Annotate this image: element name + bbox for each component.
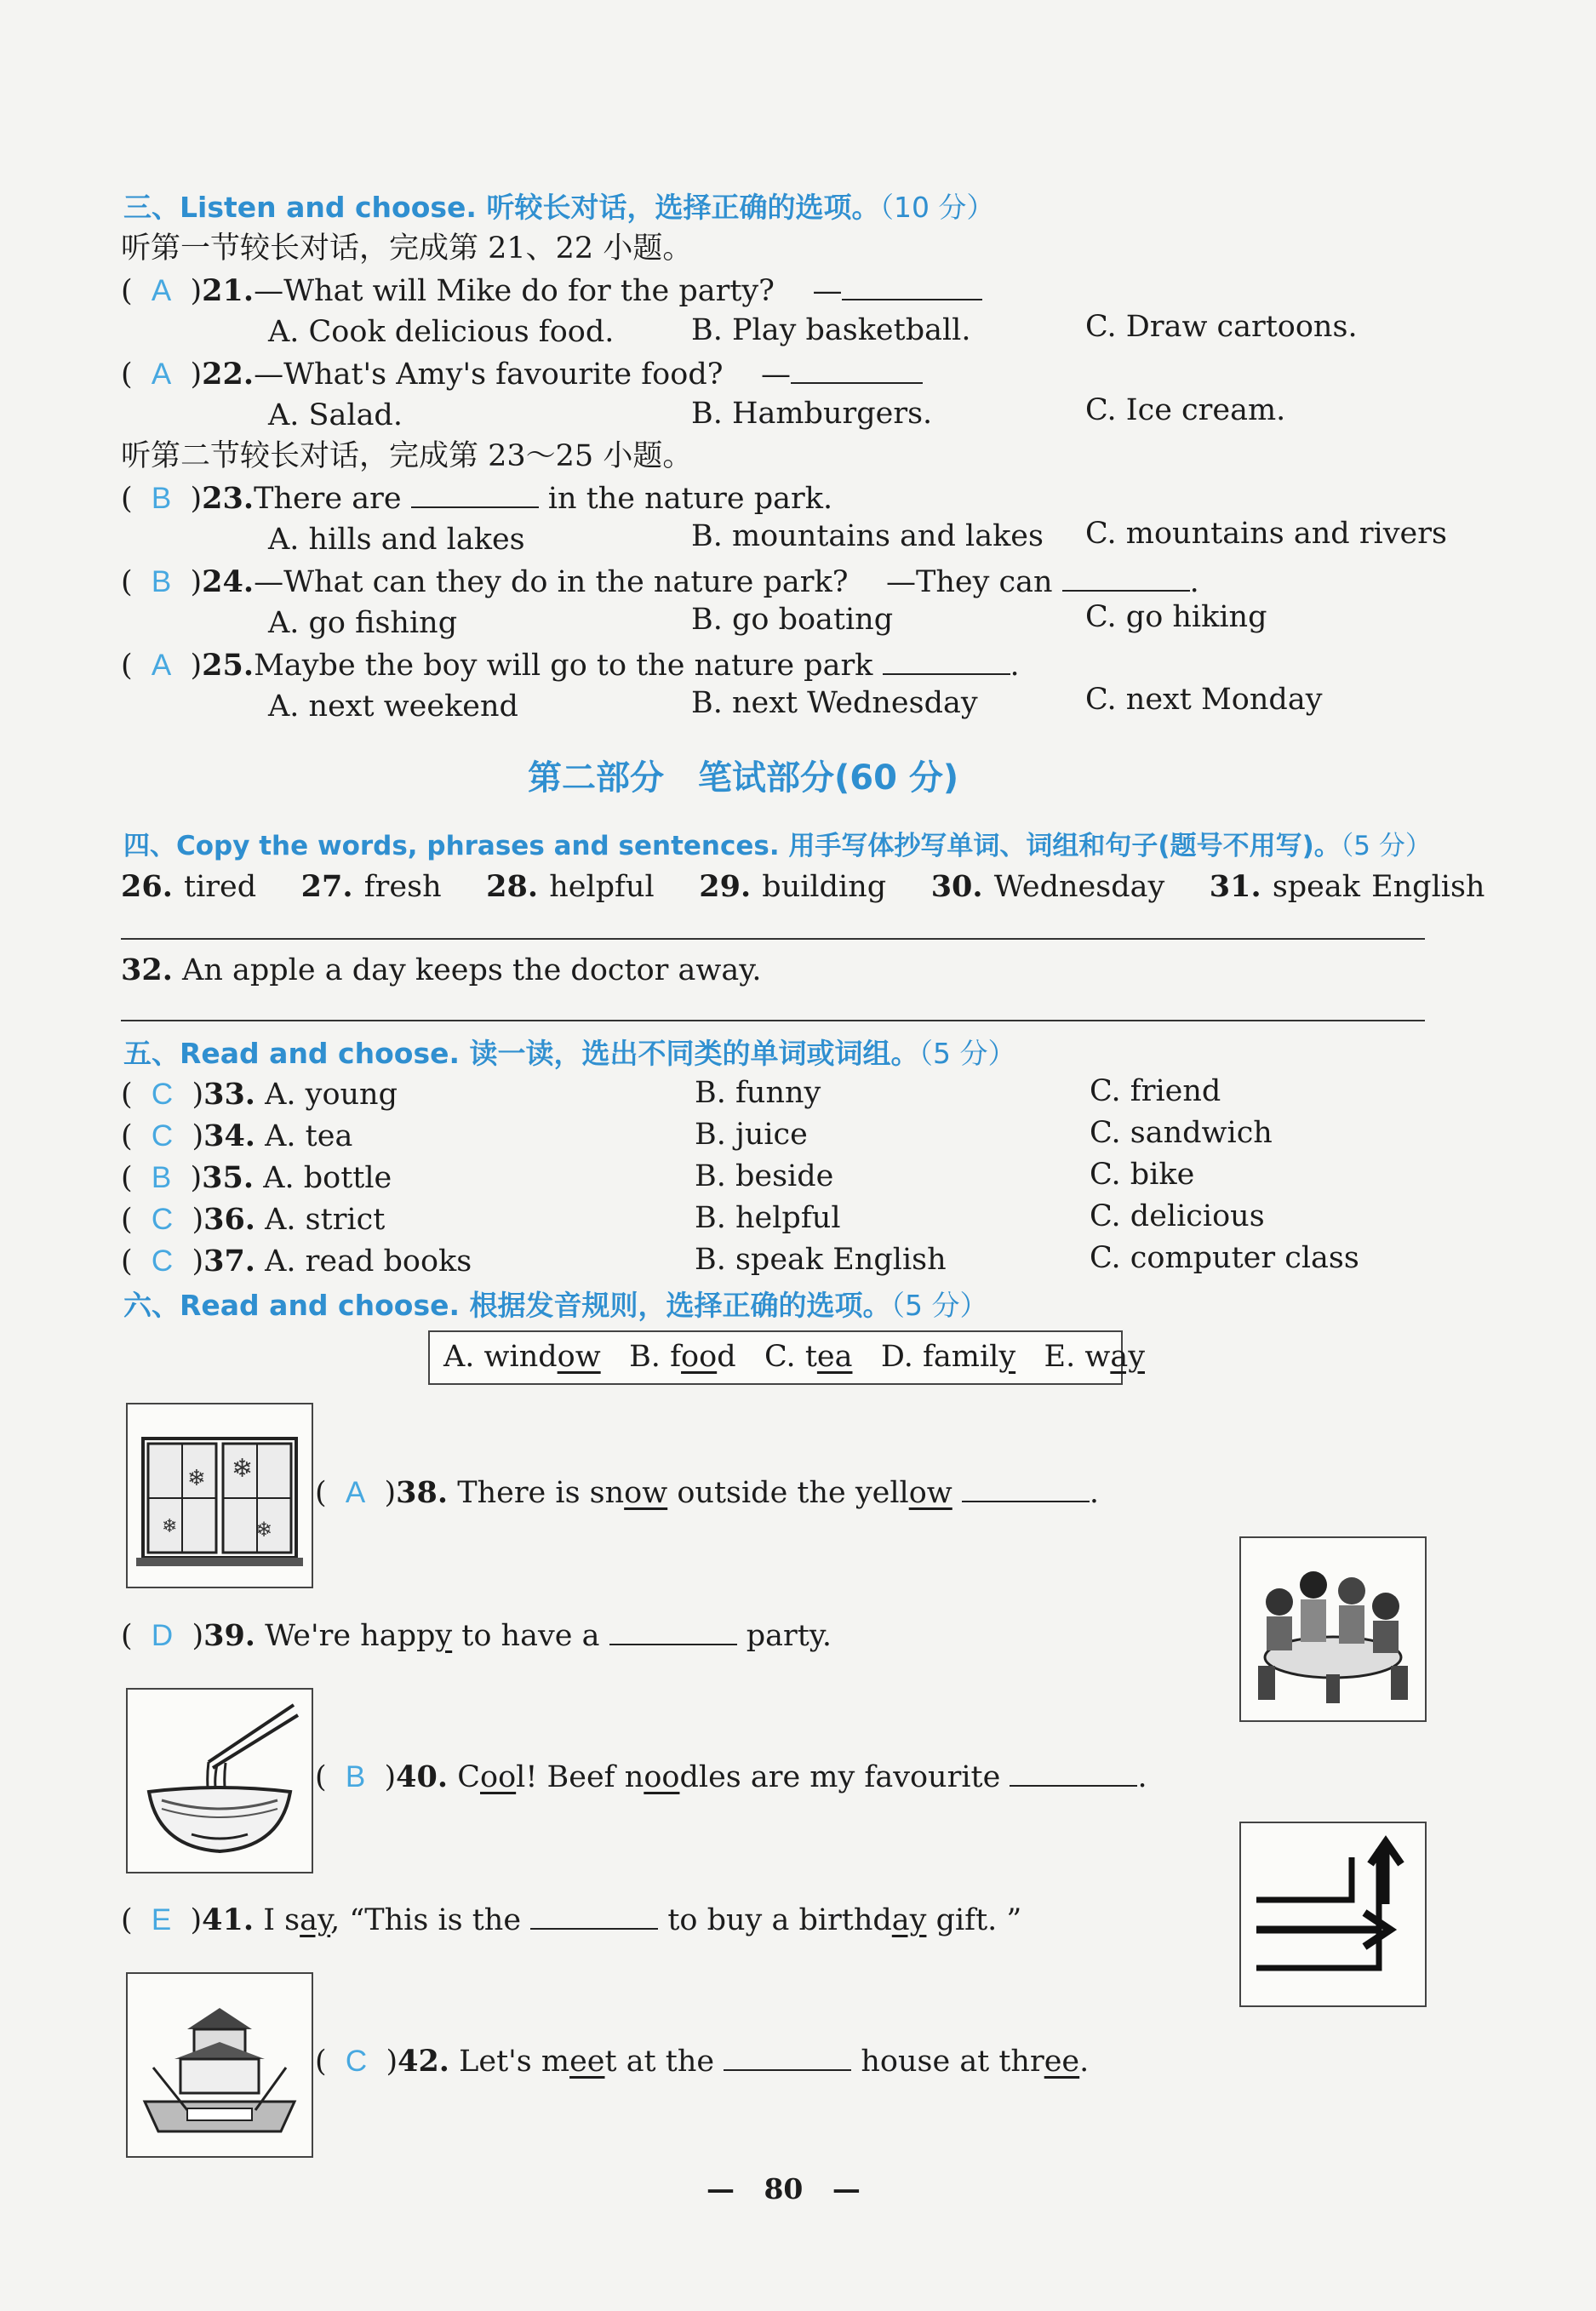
question-22: ( A )22.—What's Amy's favourite food? — (121, 356, 923, 393)
answer-blank (609, 1618, 737, 1645)
option-25c: C. next Monday (1085, 683, 1323, 717)
option-34c: C. sandwich (1090, 1116, 1273, 1150)
window-picture (126, 1403, 313, 1588)
question-34: ( C )34. A. tea (121, 1118, 353, 1153)
part2-title: 第二部分 笔试部分(60 分) (528, 758, 959, 798)
option-34b: B. juice (695, 1118, 808, 1152)
option-23a: A. hills and lakes (268, 523, 525, 557)
option-35c: C. bike (1090, 1158, 1195, 1192)
answer-21: A (151, 274, 172, 307)
noodles-illustration (128, 1690, 312, 1872)
answer-blank (791, 357, 923, 384)
choice-box (428, 1330, 1145, 1385)
option-33b: B. funny (695, 1076, 821, 1110)
question-33: ( C )33. A. young (121, 1077, 398, 1112)
answer-blank (724, 2044, 851, 2071)
writing-line-1 (121, 938, 1425, 940)
dialog1-intro: 听第一节较长对话，完成第 21、22 小题。 (121, 232, 693, 266)
answer-blank (1010, 1759, 1137, 1787)
answer-25: A (151, 649, 172, 682)
question-42: ( C )42. Let's meet at the house at three. (315, 2044, 1090, 2079)
option-21b: B. Play basketball. (691, 313, 971, 347)
window-illustration (128, 1404, 312, 1587)
option-33c: C. friend (1090, 1074, 1221, 1108)
svg-text:❄: ❄ (232, 1454, 254, 1484)
option-22c: C. Ice cream. (1085, 393, 1286, 427)
answer-23: B (151, 482, 172, 515)
copy-words-row: 26. tired 27. fresh 28. helpful 29. building 30. Wednesday 31. speak English (121, 869, 1485, 904)
dialog2-intro: 听第二节较长对话，完成第 23～25 小题。 (121, 439, 693, 473)
section5-title: 五、Read and choose. 读一读，选出不同类的单词或词组。（5 分） (123, 1037, 1016, 1070)
answer-blank (1062, 564, 1190, 592)
option-22a: A. Salad. (268, 398, 403, 432)
svg-text:❄: ❄ (187, 1466, 206, 1491)
option-22b: B. Hamburgers. (691, 397, 933, 431)
option-37c: C. computer class (1090, 1241, 1359, 1275)
question-38: ( A )38. There is snow outside the yellow . (315, 1475, 1100, 1510)
question-41: ( E )41. I say, “This is the to buy a birthday gift. ” (121, 1902, 1022, 1937)
answer-blank (530, 1902, 658, 1930)
option-23c: C. mountains and rivers (1085, 517, 1447, 551)
answer-22: A (151, 358, 172, 391)
answer-24: B (151, 565, 172, 598)
answer-blank (962, 1475, 1090, 1502)
svg-text:❄: ❄ (255, 1518, 273, 1542)
question-24: ( B )24.—What can they do in the nature park? —They can . (121, 564, 1199, 599)
answer-blank (883, 648, 1010, 675)
tea-house-illustration (128, 1974, 312, 2156)
svg-text:❄: ❄ (162, 1516, 178, 1537)
tea-house-picture (126, 1972, 313, 2158)
answer-blank (842, 273, 982, 300)
option-24a: A. go fishing (268, 606, 458, 640)
question-25: ( A )25.Maybe the boy will go to the nature park . (121, 648, 1020, 683)
option-25a: A. next weekend (268, 689, 518, 724)
question-21: ( A )21.—What will Mike do for the party? — (121, 272, 982, 310)
question-36: ( C )36. A. strict (121, 1202, 386, 1237)
option-21a: A. Cook delicious food. (268, 315, 615, 349)
option-36c: C. delicious (1090, 1199, 1265, 1233)
question-37: ( C )37. A. read books (121, 1244, 472, 1278)
page-number: — 80 — (706, 2172, 861, 2205)
section4-title: 四、Copy the words, phrases and sentences. 用手写体抄写单词、词组和句子(题号不用写)。（5 分） (123, 831, 1432, 861)
directions-illustration (1241, 1823, 1425, 2005)
option-36b: B. helpful (695, 1201, 841, 1235)
section6-title: 六、Read and choose. 根据发音规则，选择正确的选项。（5 分） (123, 1289, 988, 1322)
option-37b: B. speak English (695, 1243, 947, 1277)
writing-line-2 (121, 1020, 1425, 1021)
copy-sentence: 32. An apple a day keeps the doctor away. (121, 952, 762, 987)
choice-list: A. window B. food C. tea D. family E. way (443, 1340, 1145, 1374)
option-21c: C. Draw cartoons. (1085, 310, 1358, 344)
noodles-picture (126, 1688, 313, 1873)
answer-blank (411, 481, 539, 508)
question-23: ( B )23.There are in the nature park. (121, 481, 833, 516)
directions-picture (1239, 1822, 1427, 2007)
family-party-picture (1239, 1536, 1427, 1722)
option-25b: B. next Wednesday (691, 686, 978, 720)
question-40: ( B )40. Cool! Beef noodles are my favourite . (315, 1759, 1147, 1794)
option-23b: B. mountains and lakes (691, 519, 1044, 553)
question-35: ( B )35. A. bottle (121, 1160, 392, 1195)
option-35b: B. beside (695, 1159, 834, 1193)
family-party-illustration (1241, 1538, 1425, 1720)
question-39: ( D )39. We're happy to have a party. (121, 1618, 832, 1653)
option-24b: B. go boating (691, 603, 894, 637)
section3-title: 三、Listen and choose. 听较长对话，选择正确的选项。（10 分） (123, 191, 995, 224)
option-24c: C. go hiking (1085, 600, 1267, 634)
